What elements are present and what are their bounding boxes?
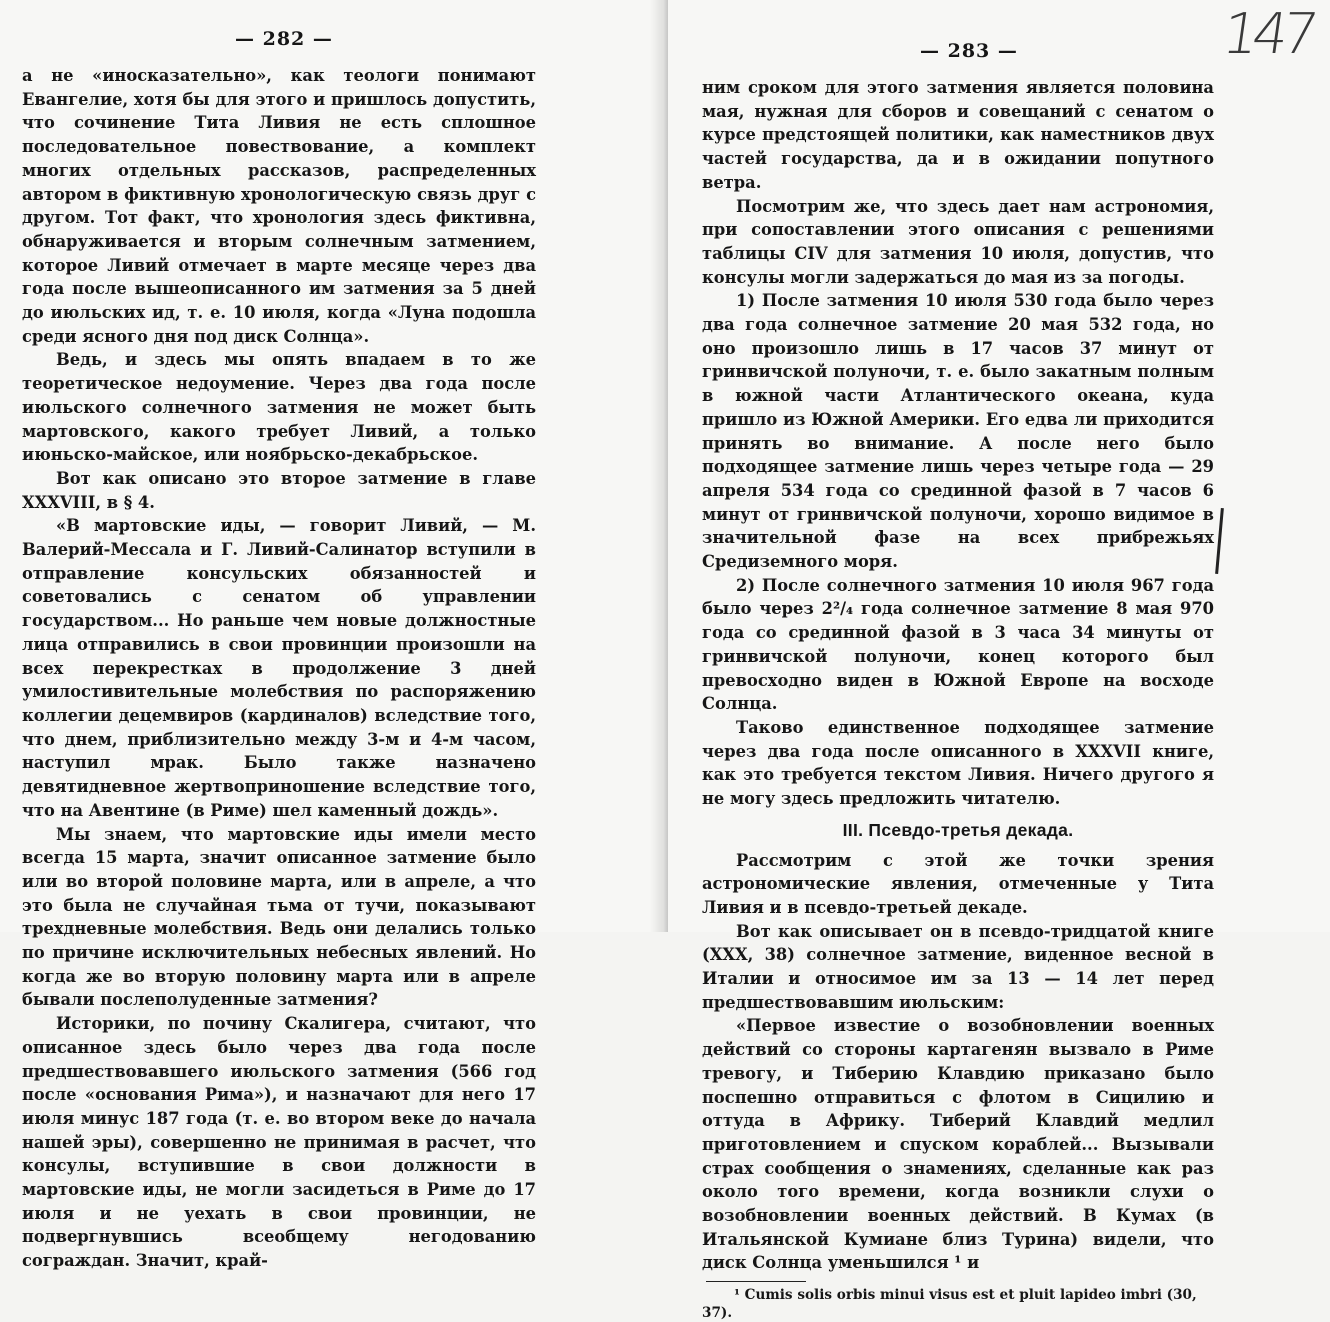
footnote-divider (706, 1281, 806, 1282)
paragraph: Вот как описывает он в псевдо-тридцатой книге (XXX, 38) солнечное затмение, виденное весной в Италии и относимое им за 13 — 14 лет перед предшествовавшим июльским: (702, 921, 1214, 1012)
paragraph: Таково единственное подходящее затмение через два года после описанного в XXXVII книге, как это требуется текстом Ливия. Ничего другого я не могу здесь предложить читателю. (702, 717, 1214, 809)
footnote: ¹ Cumis solis orbis minui visus est et pluit lapideo imbri (30, 37). (702, 1287, 1197, 1322)
paragraph: Историки, по почину Скалигера, считают, что описанное здесь было через два года после предшествовавшего июльского затмения (566 год после «основания Рима»), и назначают для него 17 июля минус 187 года (т. е. во втором веке до начала нашей эры), совершенно не принимая в расчет, что консулы, вступившие в свои должности в мартовские иды, не могли засидеться в Риме до 17 июля и не уехать в свои провинции, не подвергнувшись всеобщему негодованию сограждан. Значит, край- (22, 1014, 536, 1271)
paragraph: 1) После затмения 10 июля 530 года было через два года солнечное затмение 20 мая 532 года, но оно произошло лишь в 17 часов 37 минут от гринвичской полуночи, т. е. было закатным полным в южной части Атлантического океана, куда пришло из Южной Америки. Его едва ли приходится принять во внимание. А после него было подходящее затмение лишь через четыре года — 29 апреля 534 года со срединной фазой в 7 часов 6 минут от гринвичской полуночи, хорошо видимое в значительной фазе на всех прибрежьях Средиземного моря. (702, 291, 1214, 572)
page-number: — 282 — (235, 28, 333, 50)
page-body (22, 64, 536, 1273)
left-page (0, 0, 664, 1271)
handwritten-annotation: 147 (1218, 2, 1317, 67)
paragraph: ним сроком для этого затмения является половина мая, нужная для сборов и совещаний с сенатом о курсе предстоящей политики, как наместников двух частей государства, да и в ожидании попутного ветра. (702, 78, 1214, 192)
paragraph: Посмотрим же, что здесь дает нам астрономия, при сопоставлении этого описания с решениями таблицы CIV для затмения 10 июля, допустив, что консулы могли задержаться до мая из за погоды. (702, 196, 1214, 287)
page-body (702, 76, 1214, 1322)
margin-pencil-mark (1215, 508, 1224, 574)
paragraph: Рассмотрим с этой же точки зрения астрономические явления, отмеченные у Тита Ливия и в псевдо-третьей декаде. (702, 850, 1214, 917)
paragraph: «В мартовские иды, — говорит Ливий, — М. Валерий-Мессала и Г. Ливий-Салинатор вступили в отправление консульских обязанностей и советовались с сенатом об управлении государством... Но раньше чем новые должностные лица отправились в свои провинции произошли на всех перекрестках в продолжение 3 дней умилостивительные молебствия по распоряжению коллегии децемвиров (кардиналов) вследствие того, что днем, приблизительно между 3-м и 4-м часом, наступил мрак. Было также назначено девятидневное жертвоприношение вследствие того, что на Авентине (в Риме) шел каменный дождь». (22, 516, 536, 820)
paragraph: а не «иносказательно», как теологи понимают Евангелие, хотя бы для этого и пришлось допустить, что сочинение Тита Ливия не есть сплошное последовательное повествование, а комплект многих отдельных рассказов, распределенных автором в фиктивную хронологическую связь друг с другом. Тот факт, что хронология здесь фиктивна, обнаруживается и вторым солнечным затмением, которое Ливий отмечает в марте месяце через два года после вышеописанного им затмения за 5 дней до июльских ид, т. е. 10 июля, когда «Луна подошла среди ясного дня под диск Солнца». (22, 66, 536, 346)
right-page (668, 0, 1330, 1322)
paragraph: Мы знаем, что мартовские иды имели место всегда 15 марта, значит описанное затмение было или во второй половине марта, или в апреле, а что это была не случайная тьма от тучи, показывают трехдневные молебствия. Ведь они делались только по причине исключительных небесных явлений. Но когда же во вторую половину марта или в апреле бывали послеполуденные затмения? (22, 824, 536, 1010)
paragraph: Вот как описано это второе затмение в главе XXXVIII, в § 4. (22, 468, 536, 512)
page-number: — 283 — (920, 40, 1018, 62)
paragraph: 2) После солнечного затмения 10 июля 967 года было через 2²/₄ года солнечное затмение 8 мая 970 года со срединной фазой в 3 часа 34 минуты от гринвичской полуночи, конец которого был превосходно виден в Южной Европе на восходе Солнца. (702, 575, 1214, 714)
section-title: III. Псевдо-третья декада. (842, 819, 1074, 840)
paragraph: «Первое известие о возобновлении военных действий со стороны картагенян вызвало в Риме тревогу, и Тиберию Клавдию приказано было поспешно отправиться с флотом в Сицилию и оттуда в Африку. Тиберий Клавдий медлил приготовлением и спуском кораблей... Вызывали страх сообщения о знамениях, сделанные как раз около того времени, когда возникли слухи о возобновлении военных действий. В Кумах (в Итальянской Кумиане близ Турина) видели, что диск Солнца уменьшился ¹ и (702, 1016, 1214, 1273)
paragraph: Ведь, и здесь мы опять впадаем в то же теоретическое недоумение. Через два года после июльского солнечного затмения не может быть мартовского, какого требует Ливий, а только июньско-майское, или ноябрьско-декабрьское. (22, 350, 536, 465)
